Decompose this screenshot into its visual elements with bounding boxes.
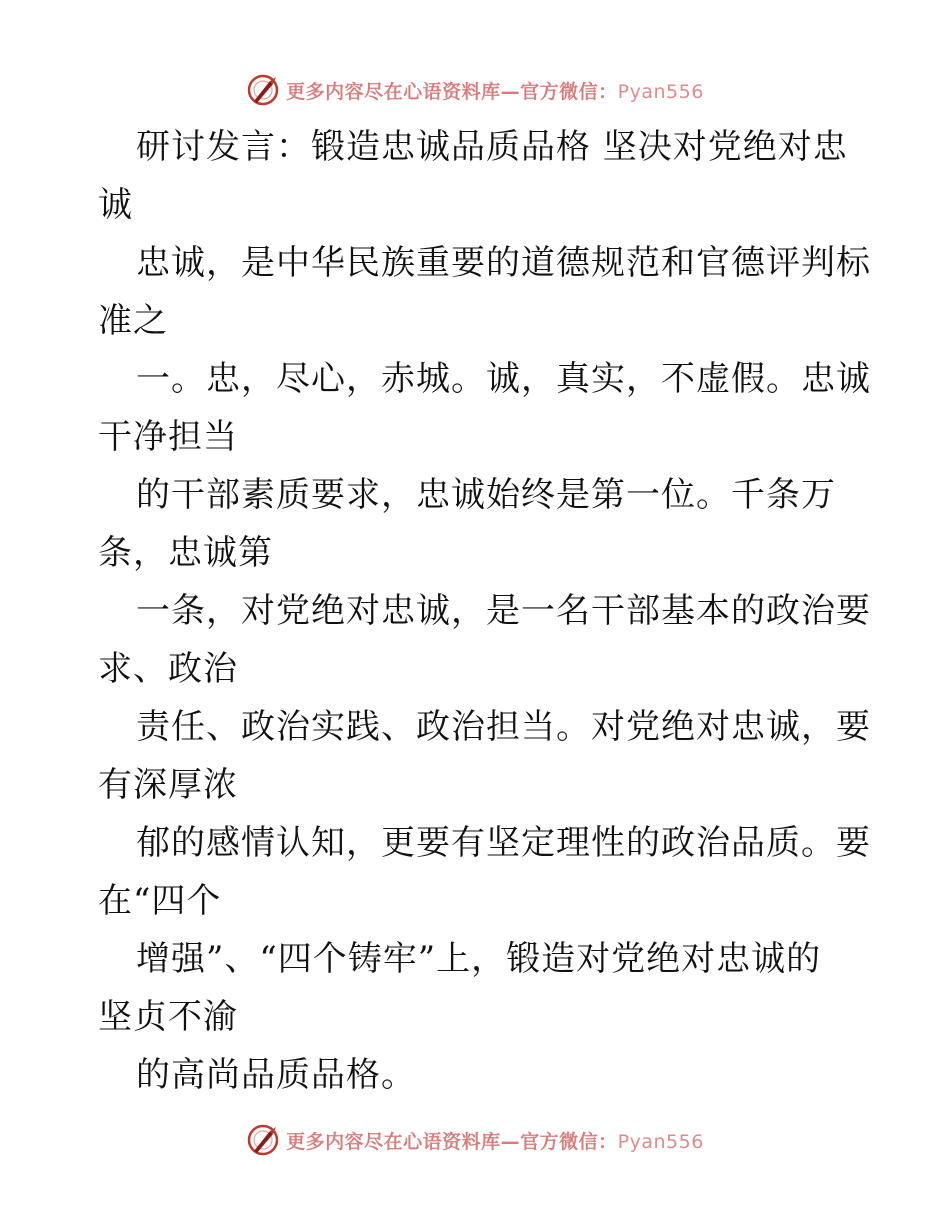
- paragraph-line: 增强”、“四个铸牢”上，锻造对党绝对忠诚的: [136, 939, 822, 979]
- watermark-text: [286, 77, 704, 104]
- paragraph-line: 一。忠，尽心，赤城。诚，真实，不虚假。忠诚: [136, 359, 871, 399]
- watermark-wechat-id: Pyan556: [617, 80, 704, 103]
- paragraph-line: 的干部素质要求，忠诚始终是第一位。千条万: [136, 475, 836, 515]
- paragraph-line: 责任、政治实践、政治担当。对党绝对忠诚，要: [136, 707, 871, 747]
- paragraph-line: 干净担当: [98, 417, 238, 457]
- paragraph-line: 忠诚，是中华民族重要的道德规范和官德评判标: [136, 243, 871, 283]
- paragraph-line: 郁的感情认知，更要有坚定理性的政治品质。要: [136, 823, 871, 863]
- paragraph-line: 坚贞不渝: [98, 997, 238, 1037]
- watermark-wechat-id: Pyan556: [617, 1130, 704, 1153]
- document-title: 研讨发言：锻造忠诚品质品格 坚决对党绝对忠: [136, 127, 848, 167]
- quill-pen-circle-icon: [246, 1123, 280, 1157]
- watermark-main-text: 更多内容尽在心语资料库—官方微信：: [286, 80, 618, 103]
- paragraph-line: 准之: [98, 301, 168, 341]
- paragraph-line: 求、政治: [98, 649, 238, 689]
- paragraph-line: 有深厚浓: [98, 765, 238, 805]
- watermark-text: [286, 1127, 704, 1154]
- watermark-main-text: 更多内容尽在心语资料库—官方微信：: [286, 1130, 618, 1153]
- footer-watermark: [0, 1120, 950, 1160]
- document-title-continued: 诚: [98, 185, 133, 225]
- quill-pen-circle-icon: [246, 73, 280, 107]
- header-watermark: [0, 70, 950, 110]
- document-body: [98, 118, 871, 1104]
- paragraph-line: 的高尚品质品格。: [136, 1055, 416, 1095]
- paragraph-line: 在“四个: [98, 881, 222, 921]
- paragraph-line: 一条，对党绝对忠诚，是一名干部基本的政治要: [136, 591, 871, 631]
- paragraph-line: 条，忠诚第: [98, 533, 273, 573]
